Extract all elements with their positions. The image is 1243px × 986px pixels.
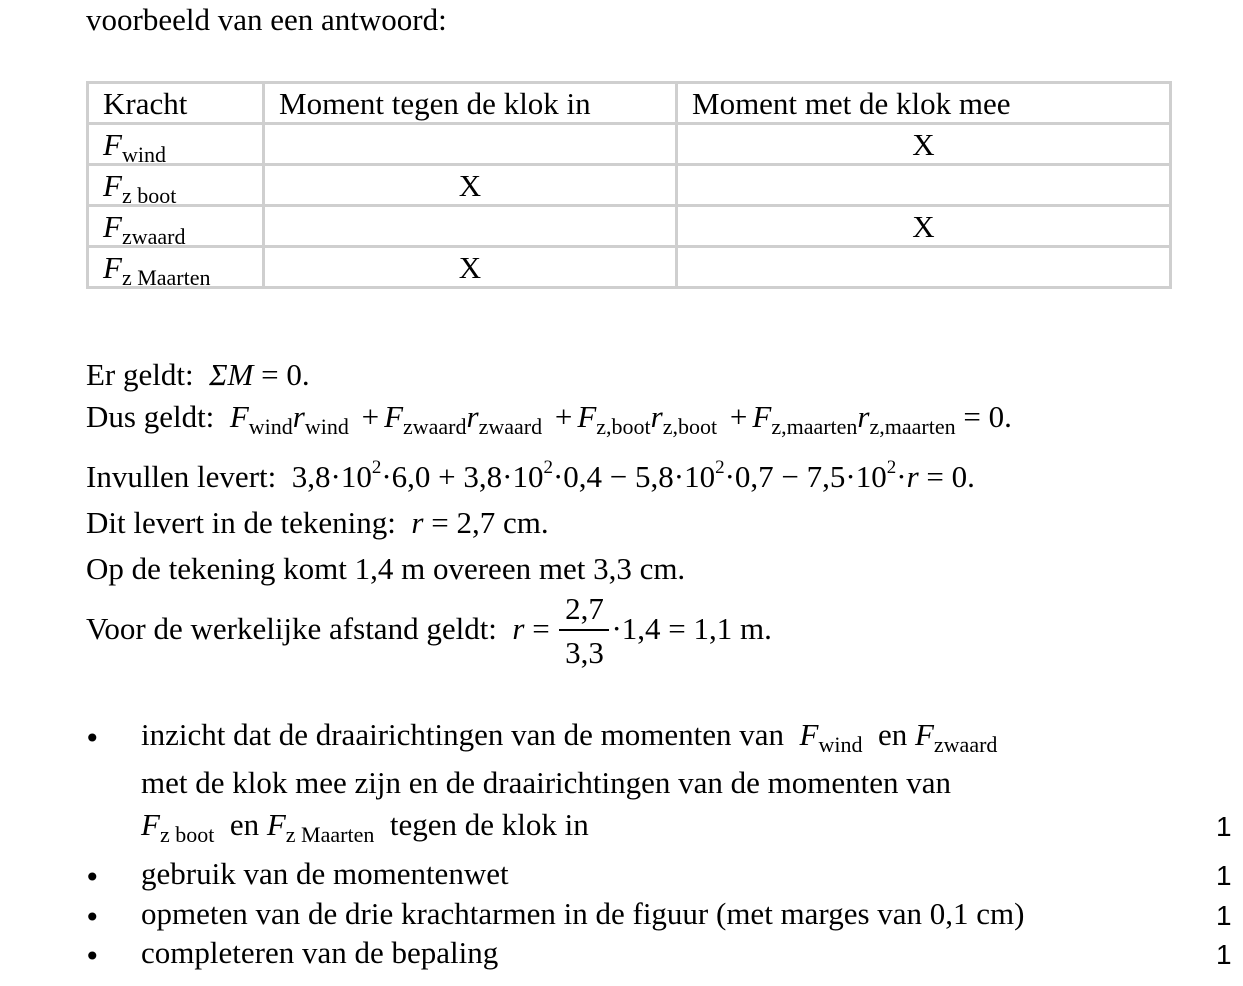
table-header-row: [88, 83, 1171, 124]
bullet-1-line-1: inzicht dat de draairichtingen van de momenten van $F_{wind}$ en $F_{zwaard}$: [141, 717, 998, 757]
score-2: 1: [1216, 860, 1232, 891]
cw-cell: X: [677, 206, 1171, 247]
ccw-cell: X: [264, 165, 677, 206]
force-cell: $F_{z boot}$: [88, 165, 264, 206]
bullet-2-text: gebruik van de momentenwet: [141, 856, 509, 891]
header-met-klok: Moment met de klok mee: [677, 83, 1171, 124]
ccw-cell: X: [264, 247, 677, 288]
line-overeen: Op de tekening komt 1,4 m overeen met 3,3 cm.: [86, 551, 686, 586]
score-4: 1: [1216, 939, 1232, 970]
bullet-3: •: [84, 901, 101, 934]
moments-table: [86, 81, 1172, 289]
force-cell: $F_{wind}$: [88, 124, 264, 165]
table-row: [88, 124, 1171, 165]
bullet-3-text: opmeten van de drie krachtarmen in de figuur (met marges van 0,1 cm): [141, 896, 1025, 931]
bullet-4: •: [84, 940, 101, 973]
force-cell: $F_{z Maarten}$: [88, 247, 264, 288]
score-3: 1: [1216, 900, 1232, 931]
bullet-1: •: [84, 722, 101, 755]
line-invullen: Invullen levert: $3,8\cdot 10^2\cdot 6,0 + 3,8\cdot 10^2\cdot 0,4 - 5,8\cdot 10^2\cdot 0,7 - 7,5\cdot 10^2\cdot r = 0$.: [86, 457, 975, 494]
cw-cell: [677, 165, 1171, 206]
fraction: $\frac{2,7}{3,3}$: [557, 595, 611, 669]
header-kracht: Kracht: [88, 83, 264, 124]
bullet-4-text: completeren van de bepaling: [141, 935, 499, 970]
cw-cell: X: [677, 124, 1171, 165]
bullet-1-line-2: met de klok mee zijn en de draairichtingen van de momenten van: [141, 765, 952, 800]
line-werkelijke-afstand: Voor de werkelijke afstand geldt: r = $\frac{2,7}{3,3}$ ·1,4 = 1,1 m.: [86, 590, 772, 670]
force-cell: $F_{zwaard}$: [88, 206, 264, 247]
line-dus-geldt: Dus geldt: $F_{wind}r_{wind} + F_{zwaard}r_{zwaard} + F_{z,boot}r_{z,boot} + F_{z,maarten}r_{z,maarten} = 0$.: [86, 399, 1012, 439]
table-row: [88, 165, 1171, 206]
bullet-1-line-3: $F_{z boot}$ en $F_{z Maarten}$ tegen de klok in: [141, 807, 589, 847]
intro-text: voorbeeld van een antwoord:: [86, 2, 447, 37]
ccw-cell: [264, 124, 677, 165]
bullet-2: •: [84, 861, 101, 894]
cw-cell: [677, 247, 1171, 288]
ccw-cell: [264, 206, 677, 247]
line-er-geldt: Er geldt: ΣM = 0.: [86, 357, 310, 392]
table-row: [88, 206, 1171, 247]
table-row: [88, 247, 1171, 288]
header-tegen-klok: Moment tegen de klok in: [264, 83, 677, 124]
score-1: 1: [1216, 811, 1232, 842]
line-tekening: Dit levert in de tekening: r = 2,7 cm.: [86, 505, 549, 540]
